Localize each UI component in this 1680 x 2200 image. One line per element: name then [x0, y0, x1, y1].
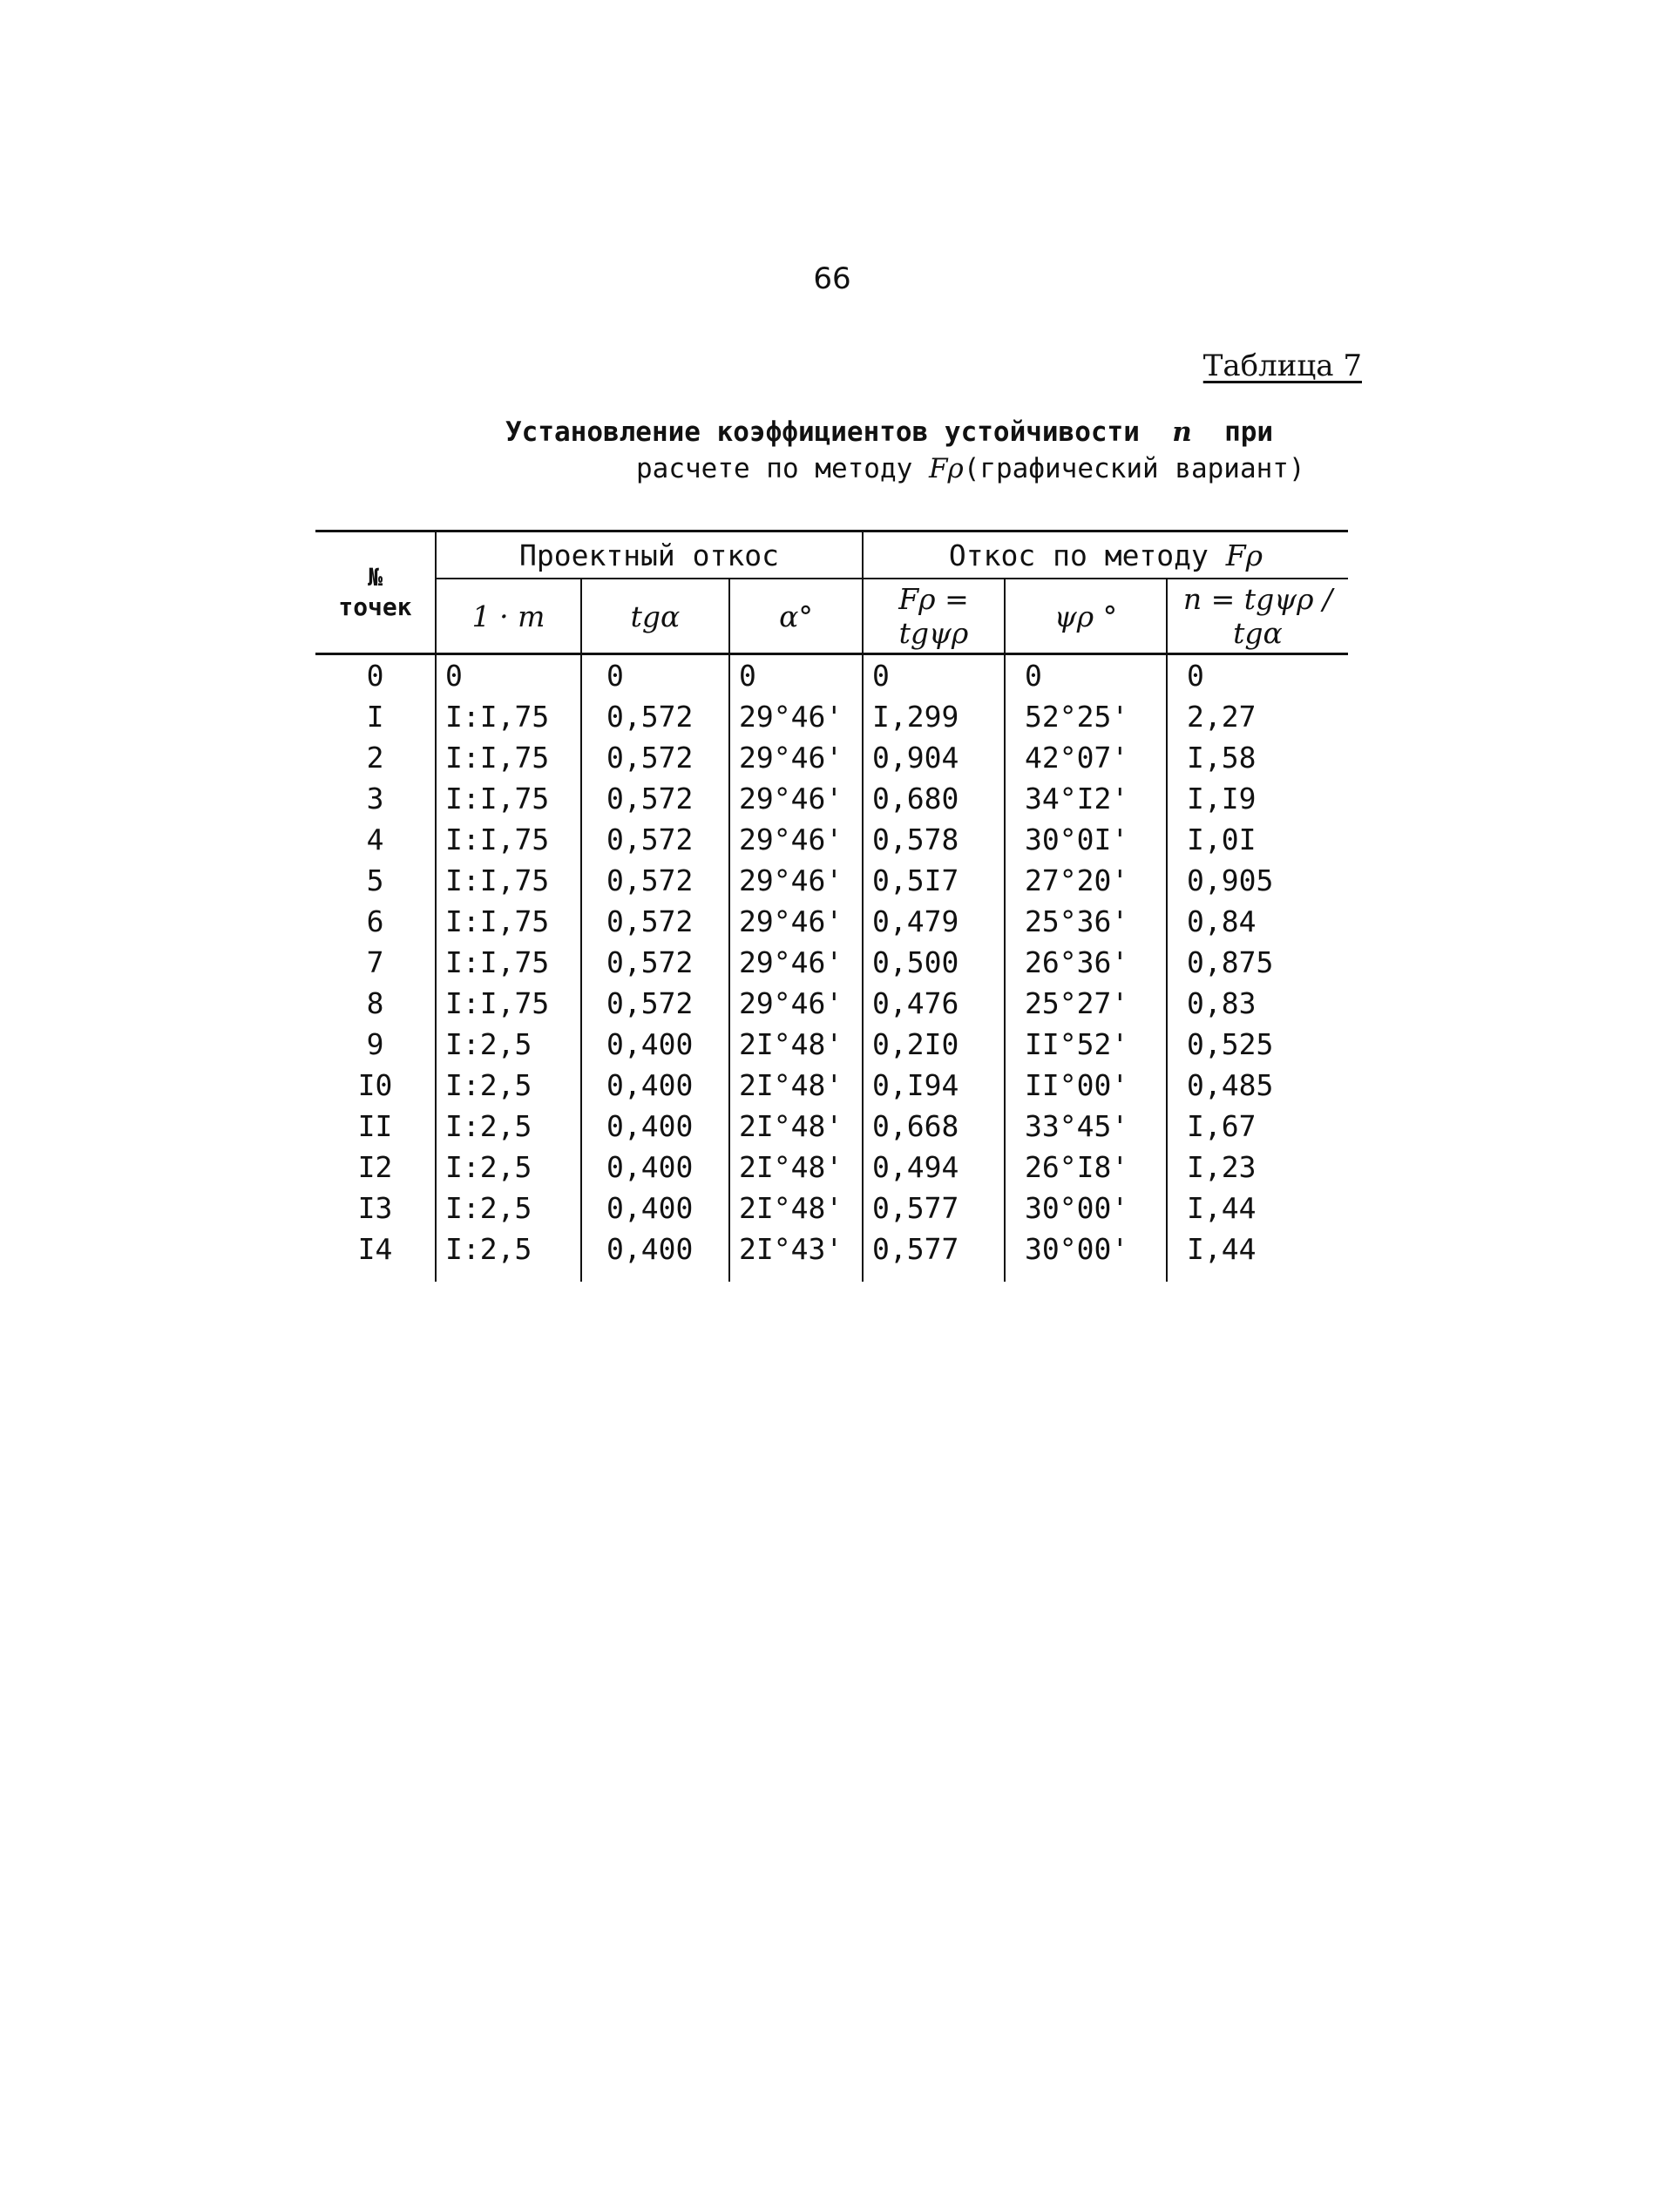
header-design-slope: Проектный откос [436, 531, 863, 579]
cell-tg-alpha: 0,572 [581, 696, 729, 737]
cell-f-rho: 0 [863, 654, 1005, 697]
cell-n: I,23 [1167, 1147, 1348, 1188]
cell-psi: 0 [1005, 654, 1167, 697]
cell-alpha: 29°46' [729, 901, 863, 942]
table-row [315, 1188, 1348, 1229]
header-point-number: № точек [315, 531, 436, 654]
cell-f-rho: 0,479 [863, 901, 1005, 942]
cell-f-rho: 0,577 [863, 1188, 1005, 1229]
cell-point: 6 [366, 904, 384, 938]
cell-slope-ratio: 0 [436, 654, 581, 697]
table-row [315, 1024, 1348, 1065]
cell-n: 0,84 [1167, 901, 1348, 942]
title-line-2: расчете по методу Fρ(графический вариант) [636, 453, 1305, 484]
cell-f-rho: 0,500 [863, 942, 1005, 983]
cell-psi: 27°20' [1005, 860, 1167, 901]
cell-psi: 33°45' [1005, 1106, 1167, 1147]
header-slope-ratio: 1 · m [436, 579, 581, 654]
cell-point: 7 [366, 945, 384, 979]
table-row [315, 654, 1348, 697]
cell-tg-alpha: 0,400 [581, 1229, 729, 1282]
cell-slope-ratio: I:2,5 [436, 1065, 581, 1106]
header-n-ratio: n = tgψρ / tgα [1167, 579, 1348, 654]
cell-tg-alpha: 0,400 [581, 1106, 729, 1147]
cell-n: 0,905 [1167, 860, 1348, 901]
cell-alpha: 0 [729, 654, 863, 697]
table-row [315, 860, 1348, 901]
cell-point: 5 [366, 863, 384, 897]
cell-point: 3 [366, 782, 384, 816]
cell-tg-alpha: 0,572 [581, 901, 729, 942]
cell-tg-alpha: 0,572 [581, 778, 729, 819]
cell-alpha: 29°46' [729, 819, 863, 860]
cell-f-rho: 0,494 [863, 1147, 1005, 1188]
cell-n: 0,525 [1167, 1024, 1348, 1065]
cell-psi: 34°I2' [1005, 778, 1167, 819]
table-label: Таблица 7 [1202, 349, 1362, 383]
cell-slope-ratio: I:I,75 [436, 778, 581, 819]
cell-psi: 52°25' [1005, 696, 1167, 737]
cell-slope-ratio: I:2,5 [436, 1024, 581, 1065]
cell-f-rho: 0,2I0 [863, 1024, 1005, 1065]
cell-n: I,I9 [1167, 778, 1348, 819]
header-alpha-deg: α° [729, 579, 863, 654]
cell-point: I4 [357, 1232, 393, 1266]
cell-tg-alpha: 0,572 [581, 860, 729, 901]
cell-tg-alpha: 0 [581, 654, 729, 697]
cell-psi: 25°36' [1005, 901, 1167, 942]
cell-n: 2,27 [1167, 696, 1348, 737]
cell-f-rho: 0,578 [863, 819, 1005, 860]
cell-n: I,44 [1167, 1229, 1348, 1282]
table-row [315, 1229, 1348, 1282]
cell-tg-alpha: 0,400 [581, 1147, 729, 1188]
cell-tg-alpha: 0,572 [581, 819, 729, 860]
cell-psi: 26°36' [1005, 942, 1167, 983]
cell-point: 9 [366, 1027, 384, 1061]
cell-slope-ratio: I:I,75 [436, 901, 581, 942]
cell-slope-ratio: I:2,5 [436, 1188, 581, 1229]
cell-n: I,67 [1167, 1106, 1348, 1147]
cell-alpha: 29°46' [729, 983, 863, 1024]
cell-slope-ratio: I:I,75 [436, 942, 581, 983]
cell-alpha: 2I°48' [729, 1188, 863, 1229]
cell-slope-ratio: I:I,75 [436, 983, 581, 1024]
cell-point: I [366, 700, 384, 734]
cell-slope-ratio: I:2,5 [436, 1106, 581, 1147]
cell-alpha: 2I°48' [729, 1065, 863, 1106]
cell-f-rho: 0,904 [863, 737, 1005, 778]
header-f-rho: Fρ = tgψρ [863, 579, 1005, 654]
cell-point: I2 [357, 1150, 393, 1184]
cell-alpha: 29°46' [729, 778, 863, 819]
cell-n: 0,83 [1167, 983, 1348, 1024]
table-row [315, 696, 1348, 737]
table-row [315, 942, 1348, 983]
cell-f-rho: 0,577 [863, 1229, 1005, 1282]
cell-slope-ratio: I:2,5 [436, 1229, 581, 1282]
cell-n: 0,485 [1167, 1065, 1348, 1106]
cell-f-rho: 0,668 [863, 1106, 1005, 1147]
cell-tg-alpha: 0,400 [581, 1065, 729, 1106]
cell-alpha: 29°46' [729, 942, 863, 983]
cell-psi: 25°27' [1005, 983, 1167, 1024]
table-row [315, 819, 1348, 860]
cell-psi: 42°07' [1005, 737, 1167, 778]
cell-tg-alpha: 0,572 [581, 983, 729, 1024]
cell-point: 4 [366, 822, 384, 856]
cell-alpha: 29°46' [729, 860, 863, 901]
cell-slope-ratio: I:I,75 [436, 860, 581, 901]
cell-tg-alpha: 0,400 [581, 1024, 729, 1065]
cell-alpha: 29°46' [729, 696, 863, 737]
cell-slope-ratio: I:I,75 [436, 737, 581, 778]
cell-point: I3 [357, 1191, 393, 1225]
table-row [315, 983, 1348, 1024]
cell-psi: 30°0I' [1005, 819, 1167, 860]
cell-slope-ratio: I:I,75 [436, 819, 581, 860]
header-tg-alpha: tgα [581, 579, 729, 654]
cell-psi: II°52' [1005, 1024, 1167, 1065]
title-line-1: Установление коэффициентов устойчивости n при [505, 416, 1274, 448]
table-row [315, 737, 1348, 778]
cell-f-rho: 0,5I7 [863, 860, 1005, 901]
table-row [315, 1065, 1348, 1106]
cell-psi: 26°I8' [1005, 1147, 1167, 1188]
cell-psi: 30°00' [1005, 1188, 1167, 1229]
cell-alpha: 2I°48' [729, 1106, 863, 1147]
cell-alpha: 2I°43' [729, 1229, 863, 1282]
cell-tg-alpha: 0,572 [581, 737, 729, 778]
cell-slope-ratio: I:I,75 [436, 696, 581, 737]
cell-f-rho: 0,476 [863, 983, 1005, 1024]
cell-n: I,58 [1167, 737, 1348, 778]
cell-psi: 30°00' [1005, 1229, 1167, 1282]
table-row [315, 901, 1348, 942]
table-title [505, 414, 1359, 487]
cell-n: 0,875 [1167, 942, 1348, 983]
table-row [315, 1106, 1348, 1147]
cell-tg-alpha: 0,572 [581, 942, 729, 983]
cell-point: 2 [366, 741, 384, 775]
cell-point: II [357, 1109, 393, 1143]
cell-f-rho: 0,I94 [863, 1065, 1005, 1106]
cell-n: I,0I [1167, 819, 1348, 860]
cell-point: 8 [366, 986, 384, 1020]
cell-f-rho: I,299 [863, 696, 1005, 737]
cell-point: 0 [366, 659, 384, 693]
table-row [315, 778, 1348, 819]
table-row [315, 1147, 1348, 1188]
cell-n: I,44 [1167, 1188, 1348, 1229]
header-method-slope: Откос по методу Fρ [863, 531, 1348, 579]
header-psi-deg: ψρ ° [1005, 579, 1167, 654]
cell-slope-ratio: I:2,5 [436, 1147, 581, 1188]
cell-f-rho: 0,680 [863, 778, 1005, 819]
cell-psi: II°00' [1005, 1065, 1167, 1106]
cell-tg-alpha: 0,400 [581, 1188, 729, 1229]
cell-point: I0 [357, 1068, 393, 1102]
cell-n: 0 [1167, 654, 1348, 697]
cell-alpha: 2I°48' [729, 1147, 863, 1188]
page-number: 66 [813, 261, 851, 296]
stability-table [315, 530, 1348, 1282]
cell-alpha: 29°46' [729, 737, 863, 778]
cell-alpha: 2I°48' [729, 1024, 863, 1065]
